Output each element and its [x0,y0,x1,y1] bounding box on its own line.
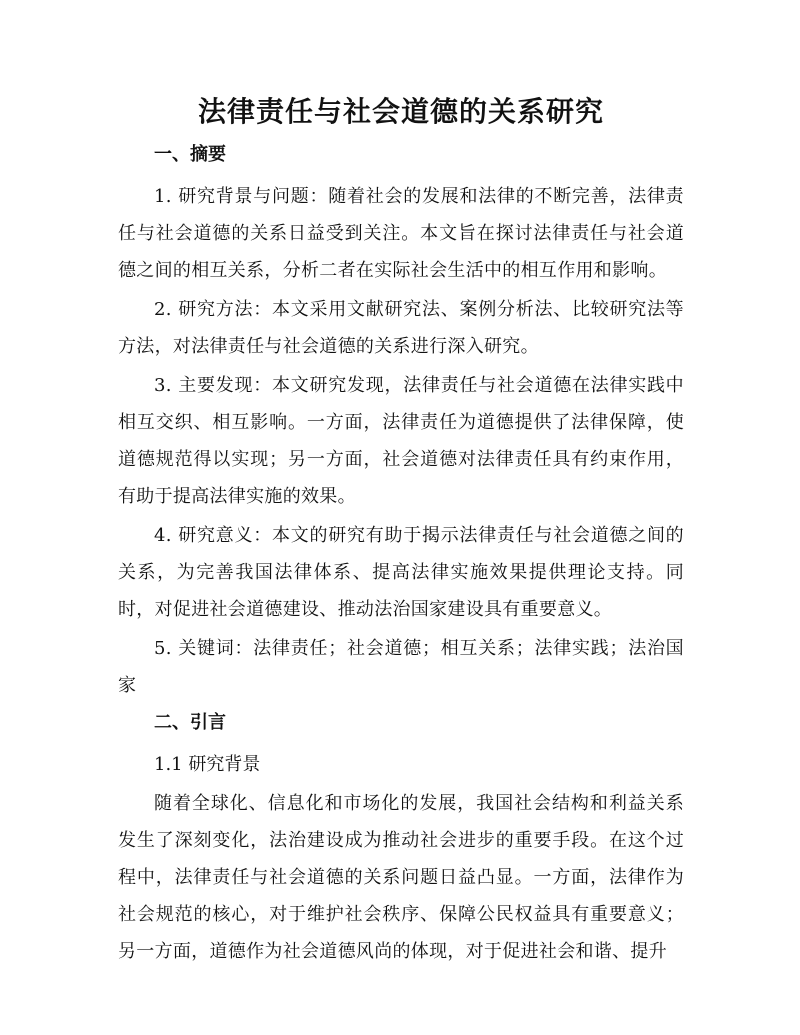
abstract-keywords: 5. 关键词：法律责任；社会道德；相互关系；法律实践；法治国家 [118,638,684,696]
research-background-subheading: 1.1 研究背景 [154,754,261,775]
introduction-heading: 二、引言 [154,712,226,733]
abstract-heading: 一、摘要 [154,144,226,165]
abstract-paragraph-2: 2. 研究方法：本文采用文献研究法、案例分析法、比较研究法等方法，对法律责任与社会道德的关系进行深入研究。 [118,299,684,357]
introduction-paragraph: 随着全球化、信息化和市场化的发展，我国社会结构和利益关系发生了深刻变化，法治建设成为推动社会进步的重要手段。在这个过程中，法律责任与社会道德的关系问题日益凸显。一方面，法律作为社会规范的核心，对于维护社会秩序、保障公民权益具有重要意义；另一方面，道德作为社会道德风尚的体现，对于促进社会和谐、提升 [118,793,684,962]
abstract-paragraph-3: 3. 主要发现：本文研究发现，法律责任与社会道德在法律实践中相互交织、相互影响。一方面，法律责任为道德提供了法律保障，使道德规范得以实现；另一方面，社会道德对法律责任具有约束作用，有助于提高法律实施的效果。 [118,375,684,507]
abstract-paragraph-1: 1. 研究背景与问题：随着社会的发展和法律的不断完善，法律责任与社会道德的关系日益受到关注。本文旨在探讨法律责任与社会道德之间的相互关系，分析二者在实际社会生活中的相互作用和影响。 [118,186,684,281]
document-page [118,92,684,972]
document-title: 法律责任与社会道德的关系研究 [197,95,604,128]
abstract-paragraph-4: 4. 研究意义：本文的研究有助于揭示法律责任与社会道德之间的关系，为完善我国法律体系、提高法律实施效果提供理论支持。同时，对促进社会道德建设、推动法治国家建设具有重要意义。 [118,525,684,620]
